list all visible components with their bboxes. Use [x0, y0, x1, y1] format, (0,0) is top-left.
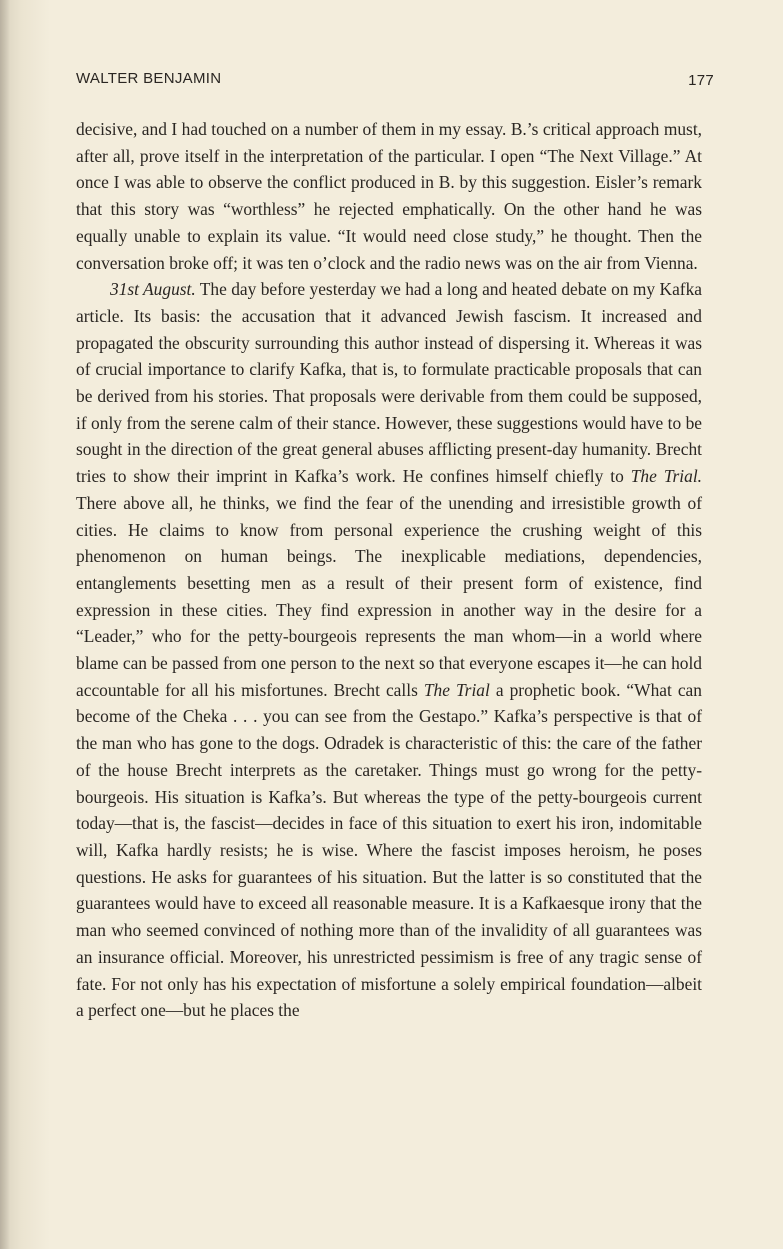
entry-date: 31st August.: [110, 279, 196, 300]
paragraph: [76, 276, 702, 1024]
paragraph-text: There above all, he thinks, we find the fear of the unending and irresistible growth of cities. He claims to know from personal experience the crushing weight of this phenomenon on human beings. The inexplicable mediations, dependencies, entanglements besetting men as a result of their present form of existence, find expression in these cities. They find expression in another way in the desire for a “Leader,” who for the petty-bourgeois represents the man whom—in a world where blame can be passed from one person to the next so that everyone escapes it—he can hold accountable for all his misfortunes. Brecht calls: [76, 492, 702, 700]
binding-gutter: [0, 0, 10, 1249]
paragraph: decisive, and I had touched on a number of them in my essay. B.’s critical approach must, after all, prove itself in the interpretation of the particular. I open “The Next Village.” At once I was able to observe the conflict produced in B. by this suggestion. Eisler’s remark that this story was “worthless” he rejected emphatically. On the other hand he was equally unable to explain its value. “It would need close study,” he thought. Then the conversation broke off; it was ten o’clock and the radio news was on the air from Vienna.: [76, 119, 702, 273]
page-header: [76, 70, 714, 94]
paragraph-text: The day before yesterday we had a long and heated debate on my Kafka article. Its basis: the accusation that it advanced Jewish fascism. It increased and propagated the obscurity surrounding this author instead of dispersing it. Whereas it was of crucial importance to clarify Kafka, that is, to formulate practicable proposals that can be derived from his stories. That proposals were derivable from them could be supposed, if only from the serene calm of their stance. However, these suggestions would have to be sought in the direction of the great general abuses afflicting present-day humanity. Brecht tries to show their imprint in Kafka’s work. He confines himself chiefly to: [76, 279, 702, 487]
body-text: [76, 116, 702, 1024]
book-title: The Trial.: [630, 466, 703, 487]
page-number: 177: [688, 72, 714, 89]
book-title: The Trial: [423, 679, 490, 700]
running-head: WALTER BENJAMIN: [76, 70, 222, 87]
paragraph-text: a prophetic book. “What can become of the Cheka . . . you can see from the Gestapo.” Kafka’s perspective is that of the man who has gone to the dogs. Odradek is characteristic of this: the care of the father of the house Brecht interprets as the caretaker. Things must go wrong for the petty-bourgeois. His situation is Kafka’s. But whereas the type of the petty-bourgeois current today—that is, the fascist—decides in face of this situation to exert his iron, indomitable will, Kafka hardly resists; he is wise. Where the fascist imposes heroism, he poses questions. He asks for guarantees of his situation. But the latter is so constituted that the guarantees would have to exceed all reasonable measure. It is a Kafkaesque irony that the man who seemed convinced of nothing more than of the invalidity of all guarantees was an insurance official. Moreover, his unrestricted pessimism is free of any tragic sense of fate. For not only has his expectation of misfortune a solely empirical foundation—albeit a perfect one—but he places the: [76, 679, 702, 1021]
